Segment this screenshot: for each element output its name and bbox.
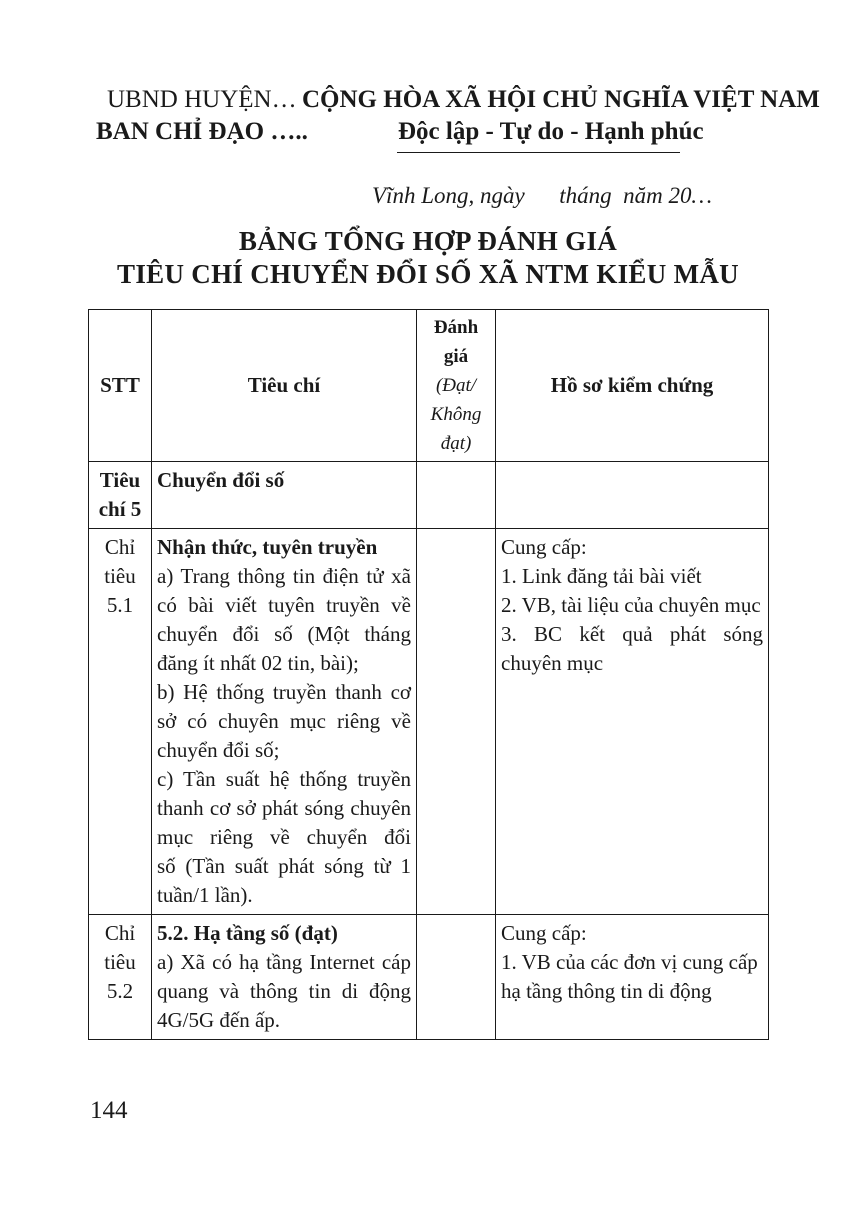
- cell-stt: [89, 529, 152, 915]
- cell-evaluation: [417, 462, 496, 529]
- date-line: Vĩnh Long, ngày tháng năm 20…: [372, 183, 712, 208]
- evidence-line: 3. BC kết quả phát sóng: [501, 622, 763, 646]
- criteria-line: tuần/1 lần).: [157, 883, 253, 907]
- header-stt: STT: [89, 310, 152, 462]
- indicator-heading: Nhận thức, tuyên truyền: [157, 535, 378, 559]
- stt-line: chí 5: [98, 497, 142, 521]
- criteria-line: số (Tần suất phát sóng từ 1: [157, 854, 411, 878]
- criteria-line: 4G/5G đến ấp.: [157, 1008, 281, 1032]
- evidence-line: hạ tầng thông tin di động: [501, 979, 712, 1003]
- header-criteria: Tiêu chí: [152, 310, 417, 462]
- evidence-line: Cung cấp:: [501, 535, 587, 559]
- cell-evaluation: [417, 915, 496, 1040]
- evidence-line: Cung cấp:: [501, 921, 587, 945]
- stt-line: Tiêu: [99, 468, 141, 492]
- evidence-line: 1. VB của các đơn vị cung cấp: [501, 950, 758, 974]
- cell-stt: [89, 462, 152, 529]
- indicator-heading: 5.2. Hạ tầng số (đạt): [157, 921, 338, 945]
- eval-head-4: Không: [430, 404, 482, 425]
- stt-line: Chỉ: [104, 535, 136, 559]
- eval-head-2: giá: [443, 346, 469, 367]
- title-line1: BẢNG TỔNG HỢP ĐÁNH GIÁ: [238, 226, 618, 256]
- criteria-line: chuyển đổi số (Một tháng: [157, 622, 411, 646]
- stt-line: tiêu: [104, 564, 136, 588]
- eval-head-5: đạt): [440, 433, 472, 454]
- table-row-criterion-5: [89, 462, 769, 529]
- cell-criteria: [152, 915, 417, 1040]
- title-line2: TIÊU CHÍ CHUYỂN ĐỔI SỐ XÃ NTM KIỂU MẪU: [117, 259, 739, 289]
- criteria-line: thanh cơ sở phát sóng chuyên: [157, 796, 411, 820]
- table-row-indicator-5-1: [89, 529, 769, 915]
- cell-stt: [89, 915, 152, 1040]
- header-left-line1: UBND HUYỆN…: [107, 86, 297, 113]
- evidence-line: 1. Link đăng tải bài viết: [501, 564, 702, 588]
- page-number: 144: [90, 1097, 128, 1124]
- eval-head-3: (Đạt/: [435, 375, 477, 396]
- cell-evidence: [496, 529, 769, 915]
- header-left-line2: BAN CHỈ ĐẠO …..: [96, 118, 308, 145]
- stt-line: 5.1: [106, 593, 134, 617]
- criteria-line: mục riêng về chuyển đổi: [157, 825, 411, 849]
- criteria-line: quang và thông tin di động: [157, 979, 411, 1003]
- eval-head-1: Đánh: [433, 317, 479, 338]
- header-right-line2: Độc lập - Tự do - Hạnh phúc: [398, 118, 704, 145]
- criteria-line: sở có chuyên mục riêng về: [157, 709, 411, 733]
- cell-evidence: [496, 462, 769, 529]
- criteria-line: c) Tần suất hệ thống truyền: [157, 767, 411, 791]
- table-row-indicator-5-2: [89, 915, 769, 1040]
- criteria-line: chuyển đổi số;: [157, 738, 280, 762]
- cell-evaluation: [417, 529, 496, 915]
- header-evidence: Hồ sơ kiểm chứng: [496, 310, 769, 462]
- criteria-line: a) Trang thông tin điện tử xã: [157, 564, 411, 588]
- cell-criteria: [152, 529, 417, 915]
- motto-underline: [397, 152, 680, 153]
- criteria-line: đăng ít nhất 02 tin, bài);: [157, 651, 359, 675]
- assessment-table: [88, 309, 769, 1040]
- cell-evidence: [496, 915, 769, 1040]
- header-right-line1: CỘNG HÒA XÃ HỘI CHỦ NGHĨA VIỆT NAM: [302, 86, 820, 113]
- evidence-line: 2. VB, tài liệu của chuyên mục: [501, 593, 761, 617]
- criteria-line: a) Xã có hạ tầng Internet cáp: [157, 950, 411, 974]
- table-header-row: [89, 310, 769, 462]
- stt-line: tiêu: [104, 950, 136, 974]
- criteria-line: b) Hệ thống truyền thanh cơ: [157, 680, 411, 704]
- header-evaluation: [417, 310, 496, 462]
- stt-line: Chỉ: [104, 921, 136, 945]
- evidence-line: chuyên mục: [501, 651, 604, 675]
- stt-line: 5.2: [106, 979, 134, 1003]
- criteria-line: có bài viết tuyên truyền về: [157, 593, 411, 617]
- cell-criteria: Chuyển đổi số: [152, 462, 417, 529]
